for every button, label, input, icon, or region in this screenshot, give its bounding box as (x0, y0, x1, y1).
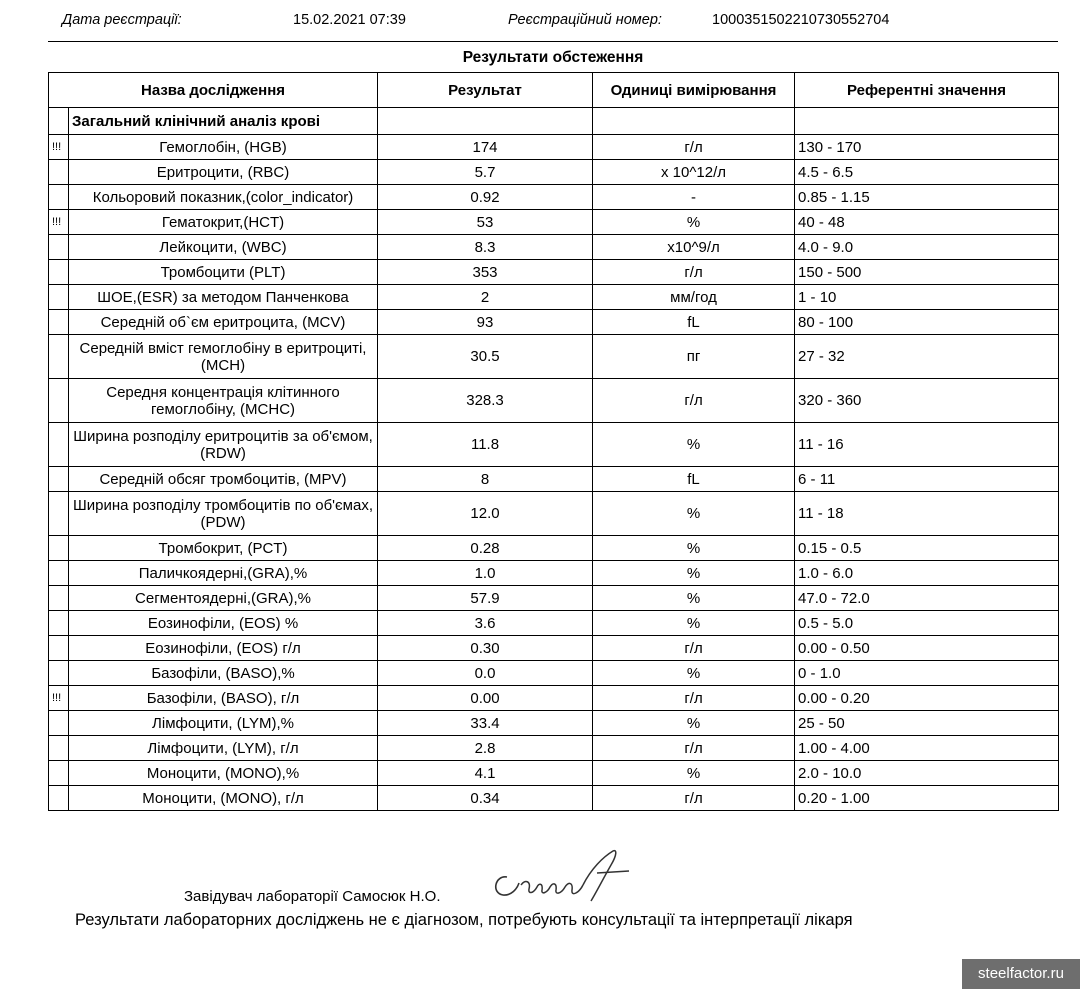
reference-cell: 11 - 16 (795, 423, 1059, 467)
column-header-name: Назва дослідження (49, 73, 378, 108)
unit-cell: г/л (593, 135, 795, 160)
table-row (49, 761, 1059, 786)
flag-cell (49, 786, 69, 811)
table-row (49, 492, 1059, 536)
flag-cell: !!! (49, 210, 69, 235)
result-cell: 5.7 (378, 160, 593, 185)
unit-cell: % (593, 536, 795, 561)
flag-cell (49, 108, 69, 135)
table-row (49, 736, 1059, 761)
result-cell: 353 (378, 260, 593, 285)
table-row (49, 711, 1059, 736)
table-row (49, 135, 1059, 160)
unit-cell: x10^9/л (593, 235, 795, 260)
test-name-cell: Середній об`єм еритроцита, (MCV) (69, 310, 378, 335)
registration-number-value: 100035150221073055270​4 (712, 12, 890, 28)
table-row (49, 561, 1059, 586)
test-name-cell: Тромбоцити (PLT) (69, 260, 378, 285)
table-row (49, 285, 1059, 310)
reference-cell: 47.0 - 72.0 (795, 586, 1059, 611)
reference-cell: 0.5 - 5.0 (795, 611, 1059, 636)
unit-cell: % (593, 423, 795, 467)
flag-cell (49, 492, 69, 536)
flag-cell (49, 586, 69, 611)
result-cell: 3.6 (378, 611, 593, 636)
test-name-cell: Базофіли, (BASO),% (69, 661, 378, 686)
table-row (49, 260, 1059, 285)
flag-cell (49, 235, 69, 260)
reference-cell: 0.00 - 0.20 (795, 686, 1059, 711)
test-name-cell: Базофіли, (BASO), г/л (69, 686, 378, 711)
results-body (49, 108, 1059, 811)
reference-cell: 0 - 1.0 (795, 661, 1059, 686)
registration-date-label: Дата реєстрації: (62, 12, 182, 28)
flag-cell (49, 736, 69, 761)
table-row (49, 310, 1059, 335)
results-title: Результати обстеження (462, 49, 644, 66)
unit-cell: % (593, 561, 795, 586)
result-cell: 30.5 (378, 335, 593, 379)
table-row (49, 235, 1059, 260)
empty-cell (593, 108, 795, 135)
section-title: Загальний клінічний аналіз крові (69, 108, 378, 135)
test-name-cell: Ширина розподілу еритроцитів за об'ємом, (RDW) (69, 423, 378, 467)
result-cell: 174 (378, 135, 593, 160)
flag-cell: !!! (49, 135, 69, 160)
flag-cell (49, 260, 69, 285)
table-header-row (49, 73, 1059, 108)
test-name-cell: Середня концентрація клітинного гемоглобіну, (MCHC) (69, 379, 378, 423)
table-row (49, 467, 1059, 492)
flag-cell (49, 636, 69, 661)
unit-cell: % (593, 661, 795, 686)
flag-cell (49, 335, 69, 379)
result-cell: 33.4 (378, 711, 593, 736)
table-row (49, 636, 1059, 661)
reference-cell: 1 - 10 (795, 285, 1059, 310)
test-name-cell: Еозинофіли, (EOS) % (69, 611, 378, 636)
test-name-cell: Моноцити, (MONO),% (69, 761, 378, 786)
disclaimer-text: Результати лабораторних досліджень не є діагнозом, потребують консультації та інтерпретації лікаря (75, 911, 853, 929)
unit-cell: % (593, 210, 795, 235)
column-header-result: Результат (378, 73, 593, 108)
unit-cell: г/л (593, 379, 795, 423)
reference-cell: 320 - 360 (795, 379, 1059, 423)
test-name-cell: Середній обсяг тромбоцитів, (MPV) (69, 467, 378, 492)
result-cell: 0.30 (378, 636, 593, 661)
table-row (49, 185, 1059, 210)
section-row (49, 108, 1059, 135)
reference-cell: 4.5 - 6.5 (795, 160, 1059, 185)
unit-cell: % (593, 711, 795, 736)
unit-cell: % (593, 492, 795, 536)
flag-cell (49, 711, 69, 736)
reference-cell: 1.0 - 6.0 (795, 561, 1059, 586)
table-row (49, 586, 1059, 611)
reference-cell: 2.0 - 10.0 (795, 761, 1059, 786)
unit-cell: % (593, 761, 795, 786)
result-cell: 2 (378, 285, 593, 310)
flag-cell (49, 160, 69, 185)
unit-cell: г/л (593, 260, 795, 285)
table-row (49, 786, 1059, 811)
column-header-reference: Референтні значення (795, 73, 1059, 108)
unit-cell: fL (593, 310, 795, 335)
test-name-cell: Моноцити, (MONO), г/л (69, 786, 378, 811)
empty-cell (378, 108, 593, 135)
test-name-cell: Кольоровий показник,(color_indicator) (69, 185, 378, 210)
reference-cell: 80 - 100 (795, 310, 1059, 335)
flag-cell (49, 379, 69, 423)
table-row (49, 661, 1059, 686)
column-header-unit: Одиниці вимірювання (593, 73, 795, 108)
reference-cell: 6 - 11 (795, 467, 1059, 492)
test-name-cell: Тромбокрит, (PCT) (69, 536, 378, 561)
table-row (49, 210, 1059, 235)
result-cell: 0.28 (378, 536, 593, 561)
header-divider (48, 41, 1058, 42)
unit-cell: г/л (593, 786, 795, 811)
table-row (49, 536, 1059, 561)
test-name-cell: Середній вміст гемоглобіну в еритроциті, (MCH) (69, 335, 378, 379)
reference-cell: 0.85 - 1.15 (795, 185, 1059, 210)
table-row (49, 423, 1059, 467)
result-cell: 0.0 (378, 661, 593, 686)
unit-cell: % (593, 586, 795, 611)
result-cell: 12.0 (378, 492, 593, 536)
test-name-cell: Ширина розподілу тромбоцитів по об'ємах, (PDW) (69, 492, 378, 536)
unit-cell: x 10^12/л (593, 160, 795, 185)
test-name-cell: Лейкоцити, (WBC) (69, 235, 378, 260)
watermark[interactable]: steelfactor.ru (962, 959, 1080, 989)
table-row (49, 611, 1059, 636)
result-cell: 53 (378, 210, 593, 235)
unit-cell: мм/год (593, 285, 795, 310)
unit-cell: пг (593, 335, 795, 379)
reference-cell: 1.00 - 4.00 (795, 736, 1059, 761)
test-name-cell: Паличкоядерні,(GRA),% (69, 561, 378, 586)
results-table (48, 72, 1059, 811)
reference-cell: 0.15 - 0.5 (795, 536, 1059, 561)
flag-cell (49, 611, 69, 636)
flag-cell (49, 761, 69, 786)
result-cell: 57.9 (378, 586, 593, 611)
test-name-cell: Гематокрит,(HCT) (69, 210, 378, 235)
reference-cell: 40 - 48 (795, 210, 1059, 235)
flag-cell (49, 561, 69, 586)
unit-cell: г/л (593, 636, 795, 661)
table-row (49, 686, 1059, 711)
unit-cell: г/л (593, 686, 795, 711)
test-name-cell: Еритроцити, (RBC) (69, 160, 378, 185)
reference-cell: 150 - 500 (795, 260, 1059, 285)
result-cell: 0.34 (378, 786, 593, 811)
test-name-cell: ШОЕ,(ESR) за методом Панченкова (69, 285, 378, 310)
result-cell: 93 (378, 310, 593, 335)
result-cell: 328.3 (378, 379, 593, 423)
registration-number-label: Реєстраційний номер: (508, 12, 662, 28)
unit-cell: % (593, 611, 795, 636)
flag-cell: !!! (49, 686, 69, 711)
test-name-cell: Гемоглобін, (HGB) (69, 135, 378, 160)
flag-cell (49, 661, 69, 686)
result-cell: 11.8 (378, 423, 593, 467)
registration-date-value: 15.02.2021 07:39 (293, 12, 406, 28)
signature-image (487, 845, 647, 905)
reference-cell: 4.0 - 9.0 (795, 235, 1059, 260)
reference-cell: 130 - 170 (795, 135, 1059, 160)
flag-cell (49, 310, 69, 335)
signatory-text: Завідувач лабораторії Самосюк Н.О. (184, 888, 441, 905)
result-cell: 1.0 (378, 561, 593, 586)
flag-cell (49, 185, 69, 210)
reference-cell: 27 - 32 (795, 335, 1059, 379)
test-name-cell: Лімфоцити, (LYM),% (69, 711, 378, 736)
reference-cell: 25 - 50 (795, 711, 1059, 736)
result-cell: 0.92 (378, 185, 593, 210)
flag-cell (49, 467, 69, 492)
table-row (49, 160, 1059, 185)
empty-cell (795, 108, 1059, 135)
result-cell: 8.3 (378, 235, 593, 260)
unit-cell: г/л (593, 736, 795, 761)
flag-cell (49, 423, 69, 467)
result-cell: 8 (378, 467, 593, 492)
result-cell: 4.1 (378, 761, 593, 786)
result-cell: 2.8 (378, 736, 593, 761)
registration-header (0, 0, 1080, 44)
unit-cell: - (593, 185, 795, 210)
flag-cell (49, 536, 69, 561)
test-name-cell: Еозинофіли, (EOS) г/л (69, 636, 378, 661)
table-row (49, 379, 1059, 423)
reference-cell: 0.20 - 1.00 (795, 786, 1059, 811)
unit-cell: fL (593, 467, 795, 492)
reference-cell: 11 - 18 (795, 492, 1059, 536)
test-name-cell: Лімфоцити, (LYM), г/л (69, 736, 378, 761)
reference-cell: 0.00 - 0.50 (795, 636, 1059, 661)
flag-cell (49, 285, 69, 310)
result-cell: 0.00 (378, 686, 593, 711)
table-row (49, 335, 1059, 379)
test-name-cell: Сегментоядерні,(GRA),% (69, 586, 378, 611)
